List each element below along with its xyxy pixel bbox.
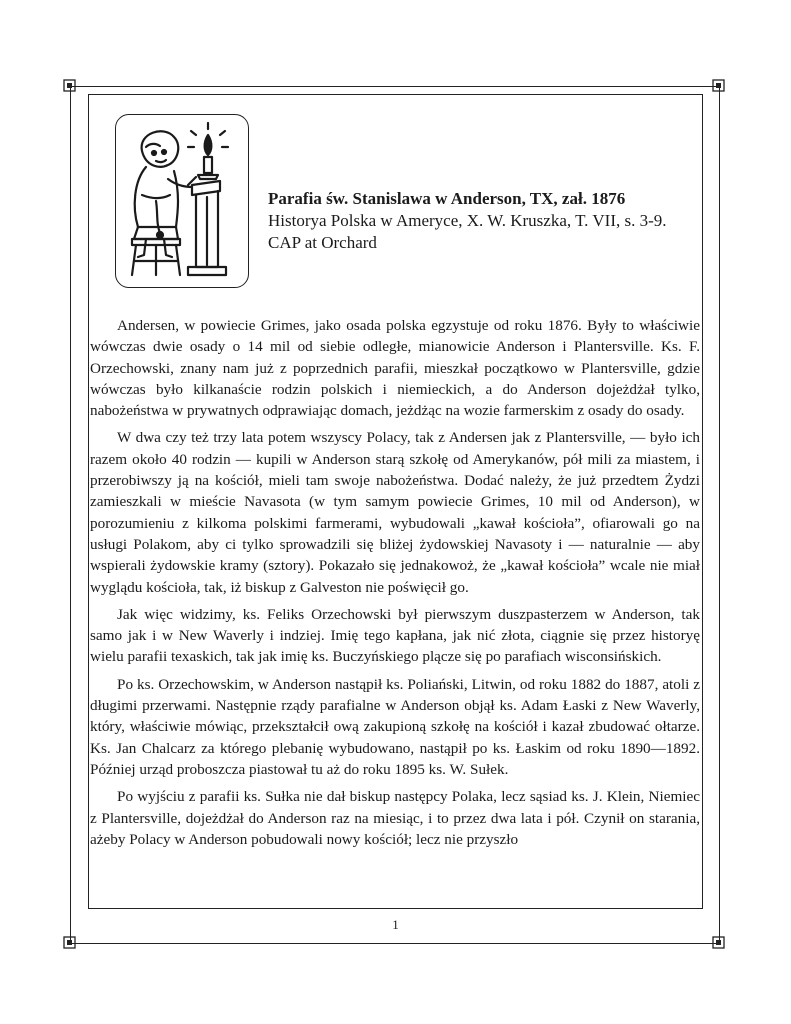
corner-ornament-top-left-icon [63,79,77,93]
body-paragraph: Andersen, w powiecie Grimes, jako osada polska egzystuje od roku 1876. Były to właściwie wówczas dwie osady o 14 mil od siebie odległe, mianowicie Anderson i Plantersville. Ks. F. Orzechowski, znany nam już z poprzednich parafii, mieszkał początkowo w Plantersville, gdzie wówczas było kilkanaście rodzin polskich i niemieckich, a do Anderson dojeżdżał tylko, nabożeństwa w prywatnych odprawiając domach, jeżdżąc na wozie farmerskim z osady do osady. [90,317,700,420]
body-paragraph: Po ks. Orzechowskim, w Anderson nastąpił ks. Poliański, Litwin, od roku 1882 do 1887, atoli z długimi przerwami. Następnie rządy parafialne w Anderson objął ks. Adam Łaski z New Waverly, który, właściwie mówiąc, przekształcił ową zakupioną szkołę na kościół i kazał zbudować ołtarze. Ks. Jan Chalcarz za którego plebanię wybudowano, nastąpił po ks. Łaskim od roku 1890—1892. Później urząd proboszcza piastował tu aż do roku 1895 ks. W. Sułek. [90,675,700,778]
article-location: CAP at Orchard [268,233,377,252]
body-paragraph: Jak więc widzimy, ks. Feliks Orzechowski był pierwszym duszpasterzem w Anderson, tak samo jak i w New Waverly i indziej. Imię tego kapłana, jak nić złota, ciągnie się przez historyę wielu parafii texaskich, tak jak imię ks. Buczyńskiego plącze się po parafiach wisconsińskich. [90,605,700,666]
article-body [90,315,700,856]
corner-ornament-bottom-left-icon [63,935,77,949]
monk-writing-by-candle-icon [115,114,249,288]
corner-ornament-top-right-icon [711,79,725,93]
body-paragraph: W dwa czy też trzy lata potem wszyscy Polacy, tak z Andersen jak z Plantersville, — było ich razem około 40 rodzin — kupili w Anderson starą szkołę od Amerykanów, pół mili za miastem, i przerobiwszy ją na kościół, mieli tam swoje nabożeństwa. Dodać należy, że już przedtem Żydzi zamieszkali w mieście Navasota (w tym samym powiecie Grimes, 10 mil od Anderson), w porozumieniu z kilkoma polskimi farmerami, wybudowali „kawał kościoła”, ofiarowali go na usługi Polakom, aby ci tylko sprowadzili się bliżej żydowskiej Navasoty i — naturalnie — aby wspierali żydowskie kramy (sztory). Pokazało się jednakowoż, że „kawał kościoła” wcale nie miał wyglądu kościoła, tak, iż biskup z Galveston nie poświęcił go. [90,429,700,596]
emblem-illustration [116,115,248,287]
article-source: Historya Polska w Ameryce, X. W. Kruszka, T. VII, s. 3-9. [268,211,667,230]
article-title: Parafia św. Stanislawa w Anderson, TX, zał. 1876 [268,189,626,208]
article-header [268,188,698,254]
corner-ornament-bottom-right-icon [711,935,725,949]
body-paragraph: Po wyjściu z parafii ks. Sułka nie dał biskup następcy Polaka, lecz sąsiad ks. J. Klein, Niemiec z Plantersville, dojeżdżał do Anderson raz na miesiąc, i to przez dwa lata i pół. Czynił on starania, ażeby Polacy w Anderson pobudowali nowy kościół; lecz nie przyszło [90,788,700,848]
page-number: 1 [392,917,399,932]
